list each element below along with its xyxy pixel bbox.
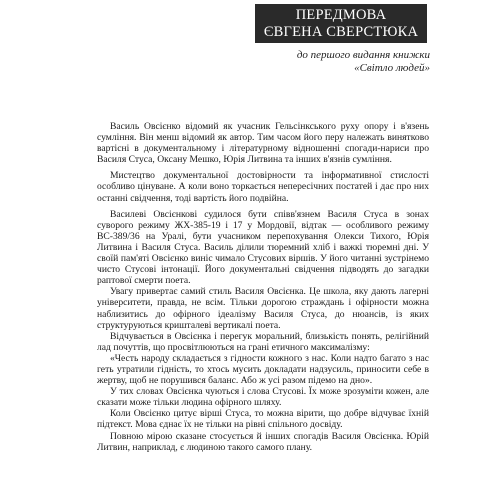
paragraph: Повною мірою сказане стосується й інших спогадів Василя Овсієнка. Юрій Литвин, наприклад, є людиною такого самого плану.	[97, 430, 429, 453]
title-line-1: ПЕРЕДМОВА	[295, 7, 387, 23]
title-line-2: ЄВГЕНА СВЕРСТЮКА	[263, 24, 419, 40]
body-text	[97, 121, 429, 453]
paragraph-quote: «Честь народу складається з гідности кожного з нас. Коли надто багато з нас геть утратили гідність, то хтось мусить докладати надзусиль, приносити себе в жертву, щоб не порушився баланс. Або ж усі разом підемо на дно».	[97, 352, 429, 387]
subtitle-line-1: до першого видання книжки	[296, 49, 430, 61]
subtitle	[297, 49, 430, 75]
paragraph: Василь Овсієнко відомий як учасник Гельсінкського руху опору і в'язень сумління. Він менш відомий як автор. Тим часом його перу належать винятково вартісні в документальному і літературному відношенні спогади-нариси про Василя Стуса, Оксану Мешко, Юрія Литвина та інших в'язнів сумління.	[97, 121, 429, 166]
paragraph: Коли Овсієнко цитує вірші Стуса, то можна вірити, що добре відчуває їхній підтекст. Мова єднає їх не тільки на рівні спільного досвіду.	[97, 408, 429, 431]
subtitle-line-2: «Світло людей»	[354, 62, 430, 74]
paragraph: Відчувається в Овсієнка і перегук моральний, близькість понять, релігійний лад почуттів, що просвітлюються на грані етичного максималізму:	[97, 330, 429, 353]
paragraph: Увагу привертає самий стиль Василя Овсієнка. Це школа, яку дають лагерні університети, правда, не всім. Тільки дорогою страждань і офірности можна наблизитись до офірного ідеалізму Василя Стуса, до нюансів, із яких структуруються кришталеві вертикалі поета.	[97, 286, 429, 331]
paragraph: Мистецтво документальної достовірности та інформативної стислості особливо цінуване. А коли воно торкається непересічних постатей і дає про них останні свідчення, тоді вартість його подвійна.	[97, 170, 429, 204]
paragraph: Василеві Овсієнкові судилося бути співв'язнем Василя Стуса в зонах суворого режиму ЖХ-385-19 і 17 у Мордовії, відтак — особливого режиму ВС-389/36 на Уралі, бути учасником перепохування Олекси Тихого, Юрія Литвина і Василя Стуса. Василь ділили тюремний хліб і важкі тюремні дні. У своїй пам'яті Овсієнко виніс чимало Стусових віршів. У його читанні зустрінемо чисто Стусові інтонації. Його документальні свідчення підводять до загадки раптової смерти поета.	[97, 208, 429, 287]
title-banner	[255, 4, 427, 43]
paragraph: У тих словах Овсієнка чуються і слова Стусові. Їх може зрозуміти кожен, але сказати може тільки людина офірного шляху.	[97, 386, 429, 409]
